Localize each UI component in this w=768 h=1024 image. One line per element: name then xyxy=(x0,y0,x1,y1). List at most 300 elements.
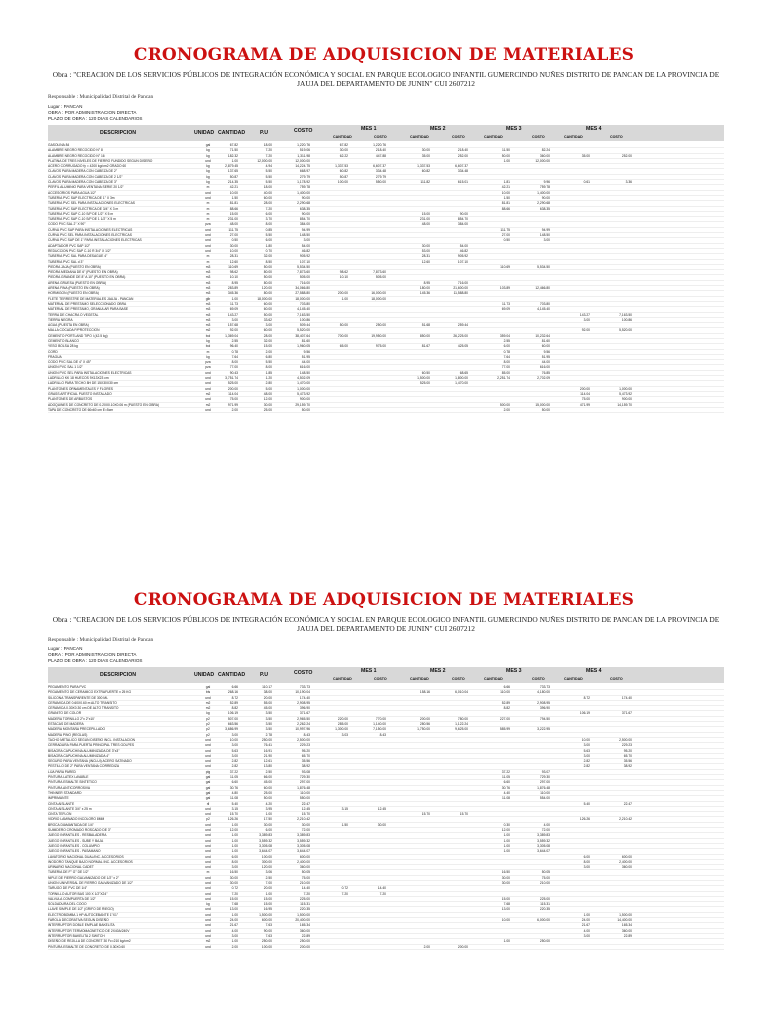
work-type-line: OBRA : POR ADMINISTRACION DIRECTA xyxy=(48,110,137,115)
cell-unit-price: 28.00 xyxy=(263,201,272,206)
cell-month3-cost: 4,145.40 xyxy=(537,307,550,312)
cell-quantity: 52.89 xyxy=(229,700,238,705)
cell-cost: 716.00 xyxy=(299,280,310,285)
cell-unit-price: 18.00 xyxy=(263,185,272,190)
cell-quantity: 69.09 xyxy=(229,307,238,312)
cell-unit-price: 120.00 xyxy=(261,865,272,870)
cell-month1-quantity: 30.00 xyxy=(339,148,348,153)
cell-cost: 15.70 xyxy=(301,812,310,817)
cell-quantity: 13.00 xyxy=(229,907,238,912)
cell-month3-quantity: 69.09 xyxy=(501,307,510,312)
cell-unit-price: 50.00 xyxy=(263,796,272,801)
cell-quantity: 110.69 xyxy=(228,264,238,269)
cell-unit: und xyxy=(205,918,211,923)
cell-month2-quantity: 525.00 xyxy=(419,381,430,386)
cell-cost: 18,000.00 xyxy=(295,296,310,301)
cell-quantity: 67.82 xyxy=(229,143,238,147)
cell-description: JUEGO INFANTILES - COLUMPIO xyxy=(48,843,100,848)
header-descripcion: DESCRIPCION xyxy=(100,672,137,678)
cell-unit-price: 7.20 xyxy=(265,206,272,211)
cell-month3-quantity: 1.50 xyxy=(503,195,510,200)
cell-unit-price: 2.78 xyxy=(265,732,272,737)
cell-description: ACERO CORRUGADO fy = 4200 kg/cm2 GRADO 60 xyxy=(48,164,127,169)
cell-month1-cost: 16,000.00 xyxy=(371,291,386,296)
cell-cost: 75.00 xyxy=(301,875,310,880)
cell-month1-cost: 250.00 xyxy=(375,323,386,328)
cell-unit: und xyxy=(205,833,211,838)
cell-unit: und xyxy=(205,923,211,928)
cell-cost: 250.00 xyxy=(299,939,310,944)
header-mes1: MES 1 xyxy=(361,126,377,132)
cell-description: ARENA GRUESA (PUESTO EN OBRA) xyxy=(48,280,107,285)
cell-description: INTERRUPTOR BAKELITA 2 SWITCH xyxy=(48,933,105,938)
cell-unit-price: 30.00 xyxy=(263,402,272,407)
cell-quantity: 15.70 xyxy=(229,812,238,817)
cell-quantity: 971.99 xyxy=(227,402,238,407)
cell-unit-price: 600.00 xyxy=(261,918,272,923)
cell-unit-price: 3.00 xyxy=(265,323,272,328)
cell-month4-quantity: 4.00 xyxy=(583,928,590,933)
cell-unit-price: 60.00 xyxy=(263,307,272,312)
cell-quantity: 663.56 xyxy=(227,722,238,727)
cell-unit: und xyxy=(205,397,211,402)
cell-quantity: 345.36 xyxy=(227,291,238,296)
cell-month3-cost: 638.35 xyxy=(539,206,550,211)
cell-cost: 297.00 xyxy=(299,780,310,785)
cell-month3-cost: 115.31 xyxy=(540,902,550,907)
cell-description: ARENA FINA (PUESTO EN OBRA) xyxy=(48,286,100,291)
header-cantidad: CANTIDAD xyxy=(218,130,246,136)
cell-quantity: 48.00 xyxy=(229,222,238,227)
cell-description: TIERRA NEGRA xyxy=(48,317,73,322)
cell-cost: 4,502.09 xyxy=(297,376,310,381)
cell-month4-cost: 95.20 xyxy=(623,748,632,753)
cell-quantity: 88.66 xyxy=(229,206,238,211)
cell-description: JUEGO INFANTILES - SUBE Y BAJA xyxy=(48,838,104,843)
cell-month4-quantity: 143.27 xyxy=(579,312,590,317)
cell-cost: 509.44 xyxy=(299,323,310,328)
cell-unit: m3 xyxy=(205,286,211,291)
cell-unit: m xyxy=(206,259,210,264)
cell-quantity: 90.43 xyxy=(229,370,238,375)
cell-unit: bls xyxy=(205,690,211,695)
cell-month2-cost: 384.00 xyxy=(457,222,468,227)
cell-month3-cost: 4,180.00 xyxy=(537,690,550,695)
cell-quantity: 2.82 xyxy=(231,764,238,769)
cell-unit-price: 15.00 xyxy=(263,902,272,907)
cell-month3-cost: 90.00 xyxy=(541,195,550,200)
cell-unit-price: 0.70 xyxy=(265,248,272,253)
cell-month3-cost: 297.00 xyxy=(539,780,550,785)
cell-month3-quantity: 585.99 xyxy=(499,727,510,732)
cell-unit: m3 xyxy=(205,291,211,296)
header-mes3: MES 3 xyxy=(506,126,522,132)
cell-unit: und xyxy=(205,748,211,753)
cell-quantity: 42.21 xyxy=(229,185,238,190)
cell-cost: 1,311.98 xyxy=(297,153,310,158)
cell-unit: und xyxy=(205,849,211,854)
cell-description: ADAPTADOR PVC SAP 1/2" xyxy=(48,243,91,248)
cell-unit-price: 300.00 xyxy=(261,859,272,864)
cell-quantity: 11.05 xyxy=(229,775,238,780)
cell-quantity: 1.00 xyxy=(231,838,238,843)
cell-month2-cost: 54.00 xyxy=(459,243,468,248)
cell-cost: 905.92 xyxy=(299,254,310,259)
cell-month4-quantity: 35.00 xyxy=(581,153,590,158)
cell-unit: und xyxy=(205,753,211,758)
header-mes4: MES 4 xyxy=(586,126,602,132)
cell-description: PINTURA LATEX LAVABLE xyxy=(48,775,89,780)
cell-cost: 22.89 xyxy=(301,933,310,938)
cell-month3-quantity: 2,251.74 xyxy=(497,376,510,381)
cell-description: CLAVOS PARA MADERA CON CABEZA DE 2 1/2" xyxy=(48,174,123,179)
cell-unit-price: 8.00 xyxy=(265,222,272,227)
cell-unit-price: 7.00 xyxy=(265,880,272,885)
cell-quantity: 2,879.45 xyxy=(225,164,238,169)
cell-unit-price: 12.00 xyxy=(263,397,272,402)
cell-month4-cost: 174.40 xyxy=(621,695,632,700)
cell-month3-cost: 210.00 xyxy=(539,880,550,885)
header-m3-cant: CANTIDAD xyxy=(484,134,503,139)
cell-cost: 519.06 xyxy=(299,148,310,153)
cell-unit: m3 xyxy=(205,275,211,280)
header-mes1: MES 1 xyxy=(361,668,377,674)
cell-month2-quantity: 60.82 xyxy=(421,169,430,174)
cell-cost: 616.00 xyxy=(299,365,310,370)
header-m4-cant: CANTIDAD xyxy=(564,676,583,681)
cell-unit-price: 6.00 xyxy=(265,238,272,243)
cell-month1-cost: 975.00 xyxy=(375,344,386,349)
cell-description: HORMIGON (PUESTO EN OBRA) xyxy=(48,291,99,296)
cell-description: PESTILLO DE 2" PARA VENTANA CORREDIZA xyxy=(48,764,120,769)
cell-month3-cost: 75.00 xyxy=(541,875,550,880)
cell-month4-cost: 2,400.00 xyxy=(619,859,632,864)
cell-unit-price: 3.50 xyxy=(265,711,272,716)
cell-quantity: 30.00 xyxy=(229,880,238,885)
header-m3-costo: COSTO xyxy=(532,134,545,139)
cell-unit: und xyxy=(205,886,211,891)
cell-unit-price: 21.90 xyxy=(263,753,272,758)
cell-month4-cost: 360.00 xyxy=(621,865,632,870)
cell-month3-quantity: 359.04 xyxy=(499,333,510,338)
cell-description: TACHO METALICO SEGUN DISEÑO INCL. INSTALACION xyxy=(48,737,136,742)
cell-month1-cost: 12.45 xyxy=(377,806,386,811)
cell-month3-cost: 3,559.32 xyxy=(537,838,550,843)
cell-unit: m2 xyxy=(205,939,211,944)
cell-unit-price: 38.00 xyxy=(263,690,272,695)
cell-quantity: 5.40 xyxy=(231,801,238,806)
cell-description: PEGAMENTO PARA PVC xyxy=(48,685,87,689)
cell-month3-quantity: 6.00 xyxy=(503,344,510,349)
header-cantidad: CANTIDAD xyxy=(218,672,246,678)
cell-cost: 90.00 xyxy=(301,195,310,200)
cell-month2-cost: 780.00 xyxy=(457,716,468,721)
table-row xyxy=(48,408,724,413)
cell-month2-quantity: 51.68 xyxy=(421,323,430,328)
cell-unit-price: 50.00 xyxy=(263,312,272,317)
cell-month4-cost: 35.56 xyxy=(623,759,632,764)
cell-quantity: 8.00 xyxy=(231,360,238,365)
header-pu: P.U xyxy=(260,672,268,678)
cell-cost: 900.00 xyxy=(299,397,310,402)
cell-cost: 34,066.80 xyxy=(295,286,310,291)
cell-cost: 384.00 xyxy=(299,222,310,227)
cell-month1-cost: 6,607.37 xyxy=(373,164,386,169)
cell-cost: 220.35 xyxy=(299,907,310,912)
cell-unit: gal xyxy=(205,143,211,147)
cell-month3-quantity: 6.66 xyxy=(503,685,510,689)
cell-description: DISEÑO DE REJILLA DE CONCRET 30 Fc=210 kg/cm2 xyxy=(48,939,131,944)
cell-description: TARUGO DE PVC DE 1/4" xyxy=(48,886,88,891)
cell-description: REDUCCION PVC SAP C-10 R 3/4" X 1/2" xyxy=(48,248,111,253)
cell-quantity: 11.73 xyxy=(229,301,238,306)
cell-month3-cost: 4.00 xyxy=(543,822,550,827)
header-mes2: MES 2 xyxy=(430,668,446,674)
cell-description: CEMENTO BLANCO xyxy=(48,338,79,343)
cell-cost: 854.70 xyxy=(299,217,310,222)
cell-unit: gal xyxy=(205,780,211,785)
cell-unit-price: 45.00 xyxy=(263,780,272,785)
cell-unit-price: 3,389.83 xyxy=(259,833,272,838)
cell-month1-quantity: 65.00 xyxy=(339,344,348,349)
cell-description: CERAMICA DE 0.60X0.60 m ALTO TRANSITO xyxy=(48,700,117,705)
cell-description: TUBERIA PVC SAP ELECTRICA DE 3/4" X 3 m xyxy=(48,206,119,211)
cell-month3-quantity: 227.00 xyxy=(499,716,510,721)
cell-quantity: 0.78 xyxy=(231,349,238,354)
cell-unit: und xyxy=(205,896,211,901)
cell-description: IMPRIMANTE xyxy=(48,796,69,801)
cell-cost: 759.78 xyxy=(299,185,310,190)
cell-unit-price: 50.00 xyxy=(263,275,272,280)
cell-month3-quantity: 2.00 xyxy=(503,407,510,412)
cell-unit: gal xyxy=(205,785,211,790)
cell-cost: 360.00 xyxy=(299,865,310,870)
cell-description: TUBERIA PVC SAP ELECTRICA DE 1" X 3m xyxy=(48,195,115,200)
cell-unit: pza xyxy=(205,365,211,370)
cell-unit-price: 12,000.00 xyxy=(257,158,272,163)
cell-description: ALAMBRE NEGRO RECOCIDO N° 8 xyxy=(48,148,103,153)
cell-month2-cost: 200.00 xyxy=(457,944,468,949)
cell-month4-quantity: 200.00 xyxy=(579,386,590,391)
cell-unit-price: 250.00 xyxy=(261,737,272,742)
cell-unit-price: 18,000.00 xyxy=(257,296,272,301)
cell-unit: und xyxy=(205,243,211,248)
materials-table xyxy=(48,685,724,950)
cell-cost: 51.95 xyxy=(301,354,310,359)
cell-unit: m2 xyxy=(205,402,211,407)
cell-month4-cost: 38.92 xyxy=(623,764,632,769)
cell-description: UNION PVC SEL PARA INSTALACIONES ELECTRICAS xyxy=(48,370,132,375)
cell-quantity: 10.00 xyxy=(229,190,238,195)
cell-cost: 46.82 xyxy=(301,248,310,253)
cell-cost: 22.47 xyxy=(301,801,310,806)
cell-quantity: 8.95 xyxy=(231,280,238,285)
cell-month4-cost: 252.00 xyxy=(621,153,632,158)
cell-month4-cost: 371.67 xyxy=(621,711,632,716)
cell-quantity: 111.75 xyxy=(228,227,238,232)
location-line: Lugar : PANCAN xyxy=(48,646,83,651)
header-m1-cant: CANTIDAD xyxy=(333,676,352,681)
cell-month4-cost: 600.00 xyxy=(621,854,632,859)
cell-month1-quantity: 60.82 xyxy=(339,169,348,174)
term-line: PLAZO DE OBRA : 120 DIAS CALENDARIOS xyxy=(48,658,143,663)
cell-unit-price: 60.00 xyxy=(263,195,272,200)
cell-cost: 371.67 xyxy=(299,711,310,716)
cell-month4-cost: 65.70 xyxy=(623,753,632,758)
work-type-line: OBRA : POR ADMINISTRACION DIRECTA xyxy=(48,652,137,657)
cell-cost: 38,407.64 xyxy=(295,333,310,338)
cell-cost: 2,400.00 xyxy=(297,859,310,864)
cell-unit: und xyxy=(205,912,211,917)
cell-month2-cost: 6,607.37 xyxy=(455,164,468,169)
cell-quantity: 0.72 xyxy=(231,886,238,891)
cell-quantity: 50.87 xyxy=(229,174,238,179)
cell-month3-cost: 2,908.95 xyxy=(537,700,550,705)
cell-unit: rll xyxy=(206,801,210,806)
cell-description: MADERA MONTAÑA PRECEPILLADO xyxy=(48,727,106,732)
cell-description: LADRILLO KK 18 HUECOS 9X13X23 cm xyxy=(48,376,109,381)
cell-unit-price: 76.41 xyxy=(263,743,272,748)
cell-quantity: 81.81 xyxy=(229,201,238,206)
cell-month1-cost: 505.00 xyxy=(375,275,386,280)
cell-cost: 5,473.92 xyxy=(297,391,310,396)
cell-month3-cost: 93.07 xyxy=(541,769,550,774)
cell-month3-quantity: 30.00 xyxy=(501,880,510,885)
header-mes3: MES 3 xyxy=(506,668,522,674)
cell-month2-cost: 334.48 xyxy=(457,169,468,174)
cell-month2-cost: 90.00 xyxy=(459,211,468,216)
cell-cost: 600.00 xyxy=(299,854,310,859)
cell-month4-quantity: 114.04 xyxy=(580,391,590,396)
cell-month3-cost: 703.80 xyxy=(539,301,550,306)
cell-month2-quantity: 15.00 xyxy=(421,211,430,216)
cell-month4-cost: 100.86 xyxy=(621,317,632,322)
cell-month3-cost: 3,644.07 xyxy=(537,849,550,854)
cell-cost: 733.73 xyxy=(299,685,310,689)
cell-description: THINNER STANDARD xyxy=(48,790,82,795)
cell-unit: m2 xyxy=(205,700,211,705)
cell-unit-price: 7.63 xyxy=(265,923,272,928)
cell-cost: 72.00 xyxy=(301,828,310,833)
cell-unit: m3 xyxy=(205,307,211,312)
cell-month3-cost: 3,305.08 xyxy=(537,843,550,848)
cell-month3-cost: 3.00 xyxy=(543,238,550,243)
cell-quantity: 137.65 xyxy=(227,169,238,174)
cell-unit: m xyxy=(206,254,210,259)
cell-description: ADOQUINES DE CONCRETO DE 0.20X0.10X0.06 m (PUESTO EN OBRA) xyxy=(48,402,160,407)
cell-month4-cost: 7,163.50 xyxy=(619,312,632,317)
cell-month3-quantity: 52.89 xyxy=(501,700,510,705)
cell-cost: 50.05 xyxy=(301,870,310,875)
cell-unit: m3 xyxy=(205,312,211,317)
cell-month2-quantity: 12.60 xyxy=(421,259,430,264)
cell-unit: kg xyxy=(206,354,210,359)
cell-cost: 90.00 xyxy=(301,211,310,216)
cell-unit: und xyxy=(205,238,211,243)
cell-quantity: 8.00 xyxy=(231,859,238,864)
cell-unit-price: 90.00 xyxy=(263,928,272,933)
cell-month3-quantity: 110.69 xyxy=(500,264,510,269)
cell-unit-price: 1.00 xyxy=(265,812,272,817)
cell-quantity: 77.00 xyxy=(229,365,238,370)
cell-unit: und xyxy=(205,195,211,200)
cell-cost: 29,159.70 xyxy=(295,402,310,407)
cell-unit: kg xyxy=(206,338,210,343)
cell-unit: gal xyxy=(205,685,211,689)
cell-unit-price: 25.00 xyxy=(263,790,272,795)
cell-quantity: 2.00 xyxy=(231,944,238,949)
cell-month4-quantity: 3.00 xyxy=(583,933,590,938)
cell-cost: 7.20 xyxy=(303,891,310,896)
cell-month1-cost: 550.00 xyxy=(375,180,386,185)
cell-description: CURVA PVC SAP DE 1" PARA INSTALACIONES ELECTRICAS xyxy=(48,238,142,243)
cell-description: TUBERIA PVC SAP C-10 S/P DE 1/2" X 5 m xyxy=(48,211,114,216)
cell-unit: m3 xyxy=(205,317,211,322)
cell-month1-cost: 7,150.00 xyxy=(373,727,386,732)
cell-month3-quantity: 88.66 xyxy=(501,206,510,211)
cell-unit-price: 5.50 xyxy=(265,180,272,185)
cell-month2-cost: 905.92 xyxy=(457,254,468,259)
cell-unit-price: 3,644.07 xyxy=(259,849,272,854)
cell-unit-price: 7.20 xyxy=(265,148,272,153)
header-m2-costo: COSTO xyxy=(452,676,465,681)
cell-unit: bol xyxy=(205,333,211,338)
cell-quantity: 6.66 xyxy=(231,685,238,689)
cell-cost: 7,873.60 xyxy=(297,270,310,275)
cell-unit: und xyxy=(205,233,211,238)
cell-description: CINTA TEFLON xyxy=(48,812,72,817)
cell-month2-quantity: 30.00 xyxy=(421,148,430,153)
cell-month4-cost: 360.00 xyxy=(621,928,632,933)
cell-unit-price: 3.50 xyxy=(265,727,272,732)
cell-description: ALAMBRE NEGRO RECOCIDO N° 16 xyxy=(48,153,105,158)
cell-unit-price: 250.00 xyxy=(261,939,272,944)
cell-cost: 35.56 xyxy=(301,759,310,764)
cell-description: CODO PVC SAL 2" X 90° xyxy=(48,222,86,227)
cell-unit-price: 6.80 xyxy=(265,354,272,359)
cell-unit: m2 xyxy=(205,706,211,711)
cell-unit-price: 2.50 xyxy=(265,875,272,880)
cell-quantity: 12.00 xyxy=(229,828,238,833)
cell-unit-price: 3.95 xyxy=(265,806,272,811)
cell-description: BISAGRA CAPUCHINA ALUMINIZADA 4" xyxy=(48,753,110,758)
cell-month4-cost: 5,520.00 xyxy=(619,328,632,333)
cell-quantity: 3.00 xyxy=(231,865,238,870)
cell-cost: 44.00 xyxy=(301,360,310,365)
cell-quantity: 7.20 xyxy=(231,891,238,896)
cell-quantity: 7.64 xyxy=(231,354,238,359)
cell-unit-price: 1.80 xyxy=(265,243,272,248)
cell-unit: und xyxy=(205,812,211,817)
cell-unit-price: 110.17 xyxy=(262,685,272,689)
cell-month3-quantity: 85.00 xyxy=(501,370,510,375)
cell-month3-quantity: 10.00 xyxy=(501,918,510,923)
cell-quantity: 126.26 xyxy=(227,817,238,822)
cell-month3-cost: 1,400.00 xyxy=(537,190,550,195)
header-pu: P.U xyxy=(260,130,268,136)
cell-month3-cost: 360.00 xyxy=(539,153,550,158)
cell-month2-quantity: 28.31 xyxy=(421,254,430,259)
cell-month4-quantity: 106.19 xyxy=(579,711,590,716)
cell-unit-price: 3.50 xyxy=(265,716,272,721)
cell-description: CINTA AISLANTE 3/4" x 25 m xyxy=(48,806,92,811)
cell-unit: p2 xyxy=(206,817,210,822)
cell-month4-cost: 5,473.92 xyxy=(619,391,632,396)
cell-unit-price: 80.00 xyxy=(263,280,272,285)
header-m1-cant: CANTIDAD xyxy=(333,134,352,139)
header-m3-cant: CANTIDAD xyxy=(484,676,503,681)
cell-cost: 396.90 xyxy=(299,706,310,711)
